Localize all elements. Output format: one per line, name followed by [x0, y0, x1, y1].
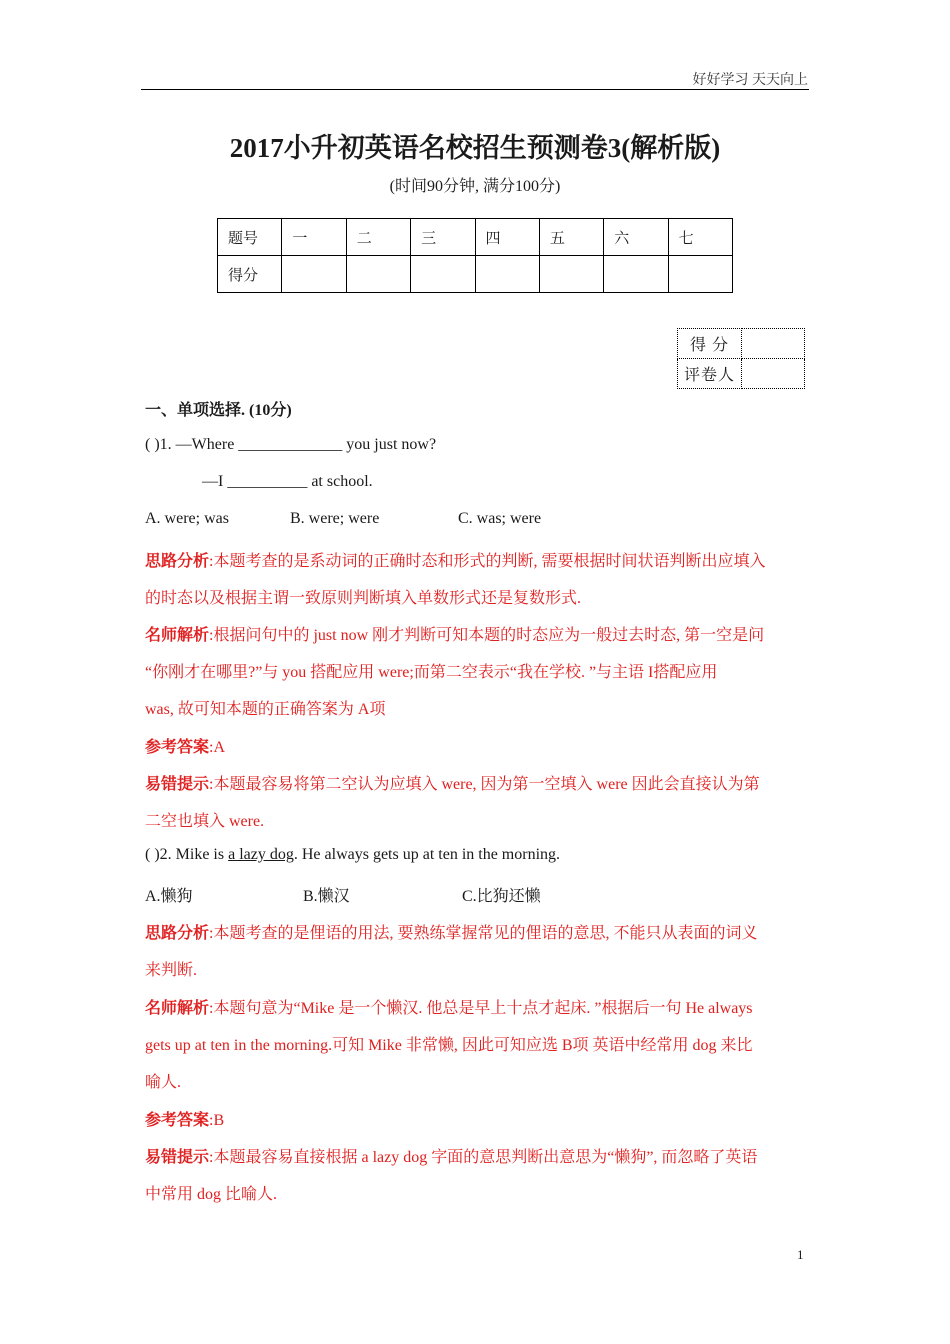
header-motto: 好好学习 天天向上	[692, 73, 808, 88]
q2-answer	[145, 1107, 224, 1130]
section-heading: 一、单项选择. (10分)	[145, 402, 292, 419]
q1-answer	[145, 734, 225, 757]
q2-tip-text: :本题最容易直接根据 a lazy dog 字面的意思判断出意思为“懒狗”, 而忽略了英语	[209, 1149, 758, 1166]
q2-analysis-label: 思路分析	[145, 925, 210, 942]
page-subtitle: (时间90分钟, 满分100分)	[389, 178, 561, 195]
q2-teacher-cont: gets up at ten in the morning.可知 Mike 非常懒, 因此可知应选 B项 英语中经常用 dog 来比	[145, 1037, 753, 1054]
q1-tip	[145, 771, 760, 794]
page-number: 1	[797, 1247, 804, 1262]
q1-analysis	[145, 548, 765, 571]
q2-stem-underlined: a lazy dog	[228, 846, 294, 863]
q2-analysis-text: :本题考查的是俚语的用法, 要熟练掌握常见的俚语的意思, 不能只从表面的词义	[209, 925, 758, 942]
q1-answer-label: 参考答案	[145, 739, 210, 756]
page-title: 2017小升初英语名校招生预测卷3(解析版)	[229, 133, 721, 163]
q1-stem-reply: —I __________ at school.	[202, 473, 373, 490]
q2-tip	[145, 1144, 757, 1167]
q2-analysis	[145, 920, 757, 943]
q1-tip-label: 易错提示	[145, 776, 210, 793]
q1-teacher	[145, 622, 764, 645]
q1-tip-text: :本题最容易将第二空认为应填入 were, 因为第一空填入 were 因此会直接认为第	[209, 776, 760, 793]
q2-teacher-label: 名师解析	[145, 1000, 210, 1017]
grader-score-cell[interactable]	[742, 329, 805, 359]
score-input-cell[interactable]	[475, 256, 539, 293]
score-cell: 四	[475, 219, 539, 256]
q1-teacher-cont: “你刚才在哪里?”与 you 搭配应用 were;而第二空表示“我在学校. ”与主语 I搭配应用	[145, 664, 718, 681]
q2-option-b: B.懒汉	[303, 888, 350, 905]
score-input-cell[interactable]	[604, 256, 668, 293]
q1-teacher-cont2: was, 故可知本题的正确答案为 A项	[145, 701, 386, 718]
q2-teacher	[145, 995, 753, 1018]
q2-tip-cont: 中常用 dog 比喻人.	[145, 1186, 278, 1203]
q1-stem: ( )1. —Where _____________ you just now?	[145, 436, 437, 453]
q1-answer-value: :A	[209, 739, 226, 756]
q2-tip-label: 易错提示	[145, 1149, 210, 1166]
score-cell: 六	[604, 219, 668, 256]
score-row-label: 得分	[218, 256, 282, 293]
score-input-cell[interactable]	[346, 256, 410, 293]
q2-answer-value: :B	[209, 1112, 225, 1129]
score-input-cell[interactable]	[668, 256, 732, 293]
q1-option-a: A. were; was	[145, 510, 229, 527]
score-cell: 三	[411, 219, 475, 256]
grader-score-label: 得 分	[678, 329, 742, 359]
score-cell: 五	[539, 219, 603, 256]
q2-stem	[145, 846, 560, 864]
q2-option-a: A.懒狗	[145, 888, 193, 905]
q1-teacher-text: :根据问句中的 just now 刚才判断可知本题的时态应为一般过去时态, 第一空是问	[209, 627, 765, 644]
q2-answer-label: 参考答案	[145, 1112, 210, 1129]
grader-box	[677, 328, 805, 389]
q1-option-c: C. was; were	[458, 510, 542, 527]
score-table	[217, 218, 733, 293]
grader-name-cell[interactable]	[742, 359, 805, 389]
header-rule	[141, 89, 809, 90]
score-cell: 一	[282, 219, 346, 256]
score-input-cell[interactable]	[539, 256, 603, 293]
score-input-cell[interactable]	[411, 256, 475, 293]
grader-name-label: 评卷人	[678, 359, 742, 389]
score-cell: 七	[668, 219, 732, 256]
q1-teacher-label: 名师解析	[145, 627, 210, 644]
score-table-row-header	[218, 219, 733, 256]
score-cell: 二	[346, 219, 410, 256]
q1-analysis-cont: 的时态以及根据主谓一致原则判断填入单数形式还是复数形式.	[145, 590, 582, 607]
q2-stem-post: . He always gets up at ten in the morning.	[293, 846, 561, 863]
score-input-cell[interactable]	[282, 256, 346, 293]
q2-teacher-cont2: 喻人.	[145, 1074, 182, 1091]
q1-tip-cont: 二空也填入 were.	[145, 813, 265, 830]
q1-option-b: B. were; were	[290, 510, 380, 527]
score-cell: 题号	[218, 219, 282, 256]
q1-analysis-label: 思路分析	[145, 553, 210, 570]
q2-stem-pre: ( )2. Mike is	[145, 846, 229, 863]
score-table-row-scores	[218, 256, 733, 293]
q2-option-c: C.比狗还懒	[462, 888, 541, 905]
q2-teacher-text: :本题句意为“Mike 是一个懒汉. 他总是早上十点才起床. ”根据后一句 He always	[209, 1000, 753, 1017]
q1-analysis-text: :本题考查的是系动词的正确时态和形式的判断, 需要根据时间状语判断出应填入	[209, 553, 766, 570]
q2-analysis-cont: 来判断.	[145, 962, 198, 979]
